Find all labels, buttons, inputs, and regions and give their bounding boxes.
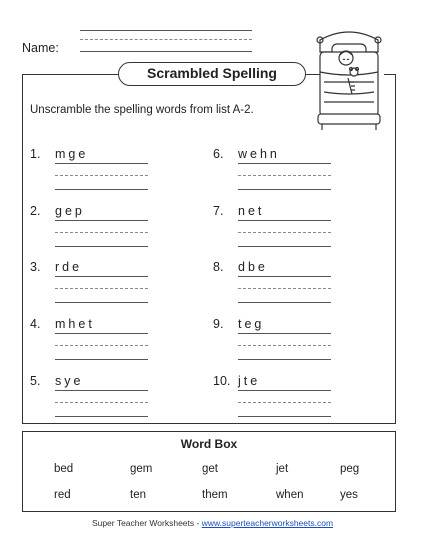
item-number: 3. [30,260,41,274]
frame-top-left [22,74,118,75]
name-line-bottom[interactable] [80,51,252,52]
answer-line-mid [238,288,331,289]
word-box-word: when [276,489,304,501]
answer-line-top [55,333,148,334]
word-box-word: peg [340,463,360,475]
item-number: 2. [30,204,41,218]
word-box-word: yes [340,489,358,501]
word-box-title: Word Box [180,437,238,451]
answer-line-bottom[interactable] [238,359,331,360]
item-number: 10. [213,374,231,388]
scrambled-word: net [238,204,265,218]
frame-top-right-end [384,74,396,75]
footer [0,518,425,528]
answer-line-bottom[interactable] [238,246,331,247]
name-label: Name: [22,41,59,55]
word-box-word: jet [276,463,289,475]
item-number: 4. [30,317,41,331]
item-number: 8. [213,260,224,274]
word-box-word: them [202,489,228,501]
scrambled-word: mhet [55,317,95,331]
worksheet-title: Scrambled Spelling [118,62,306,86]
scrambled-word: dbe [238,260,268,274]
name-line-mid [80,39,252,40]
answer-line-bottom[interactable] [55,302,148,303]
answer-line-top [238,220,331,221]
answer-line-bottom[interactable] [238,416,331,417]
answer-line-mid [55,175,148,176]
word-box-word: red [54,489,71,501]
answer-line-mid [238,232,331,233]
item-number: 1. [30,147,41,161]
word-box-word: get [202,463,218,475]
scrambled-word: wehn [238,147,280,161]
answer-line-bottom[interactable] [238,302,331,303]
scrambled-word: teg [238,317,265,331]
word-box-word: bed [54,463,74,475]
answer-line-mid [55,232,148,233]
answer-line-bottom[interactable] [238,189,331,190]
word-box-word: gem [130,463,153,475]
item-number: 5. [30,374,41,388]
answer-line-mid [55,288,148,289]
footer-text: Super Teacher Worksheets - [91,518,202,528]
answer-line-mid [238,345,331,346]
answer-line-top [238,333,331,334]
answer-line-top [238,390,331,391]
item-number: 9. [213,317,224,331]
scrambled-word: sye [55,374,84,388]
answer-line-mid [55,402,148,403]
footer-link[interactable]: www.superteacherworksheets.com [201,518,334,528]
scrambled-word: rde [55,260,83,274]
answer-line-bottom[interactable] [55,416,148,417]
item-number: 7. [213,204,224,218]
answer-line-mid [238,402,331,403]
answer-line-mid [238,175,331,176]
scrambled-word: gep [55,204,85,218]
item-number: 6. [213,147,224,161]
answer-line-bottom[interactable] [55,359,148,360]
answer-line-bottom[interactable] [55,189,148,190]
answer-line-mid [55,345,148,346]
answer-line-bottom[interactable] [55,246,148,247]
scrambled-word: jte [238,374,261,388]
child-sleeping-in-bed-icon [314,22,384,132]
instructions: Unscramble the spelling words from list A-2. [30,104,254,116]
word-box-word: ten [130,489,146,501]
name-line-top [80,30,252,31]
answer-line-top [55,390,148,391]
answer-line-top [238,276,331,277]
answer-line-top [55,163,148,164]
answer-line-top [55,276,148,277]
scrambled-word: mge [55,147,89,161]
answer-line-top [238,163,331,164]
answer-line-top [55,220,148,221]
